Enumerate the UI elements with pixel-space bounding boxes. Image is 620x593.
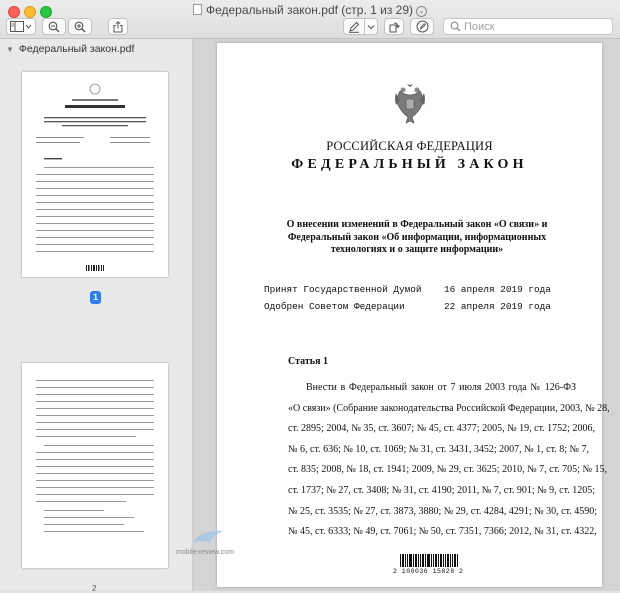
thumbnail-page-1-preview: [22, 72, 168, 277]
zoom-window-button[interactable]: [40, 6, 52, 18]
zoom-in-icon: [74, 21, 86, 33]
zoom-out-button[interactable]: [42, 18, 66, 35]
adopted-date: 16 апреля 2019 года: [444, 284, 551, 295]
close-window-button[interactable]: [8, 6, 20, 18]
search-field[interactable]: [443, 18, 613, 35]
body-line: ст. 835; 2008, № 18, ст. 1941; 2009, № 29, ст. 3625; 2010, № 7, ст. 705; № 15,: [288, 464, 608, 476]
approved-date: 22 апреля 2019 года: [444, 301, 551, 312]
body-line: Внести в Федеральный закон от 7 июля 2003 года № 126-ФЗ: [306, 382, 576, 393]
page-thumbnail-2[interactable]: [22, 363, 168, 568]
annotate-button[interactable]: [410, 18, 434, 35]
share-icon: [113, 21, 123, 33]
adopted-label: Принят Государственной Думой: [264, 284, 422, 295]
pen-icon: [348, 21, 360, 33]
chevron-down-icon: [367, 24, 375, 30]
window-title[interactable]: [0, 3, 620, 17]
zoom-out-icon: [48, 21, 60, 33]
disclosure-triangle-icon[interactable]: ▼: [6, 45, 14, 54]
title-menu-chevron-icon[interactable]: ⌄: [416, 6, 427, 17]
article-body: [288, 378, 610, 543]
watermark-logo: [176, 527, 236, 569]
approved-label: Одобрен Советом Федерации: [264, 301, 405, 312]
document-type-heading: ФЕДЕРАЛЬНЫЙ ЗАКОН: [291, 157, 528, 172]
markup-menu-button[interactable]: [364, 18, 378, 35]
barcode-number: 2 100036 15828 2: [393, 568, 464, 575]
markup-toolbar-icon: [416, 20, 429, 33]
window-titlebar: [0, 0, 620, 39]
share-button[interactable]: [108, 18, 128, 35]
rotate-icon: [388, 21, 400, 33]
body-line: № 25, ст. 3535; № 27, ст. 3873, 3880; № 29, ст. 4284, 4291; № 30, ст. 4590;: [288, 505, 598, 517]
minimize-window-button[interactable]: [24, 6, 36, 18]
page-thumbnail-1[interactable]: [22, 72, 168, 277]
document-icon: [193, 4, 202, 15]
sidebar-file-label: Федеральный закон.pdf: [18, 43, 135, 55]
document-viewer[interactable]: [193, 39, 620, 591]
article-heading: Статья 1: [288, 356, 328, 367]
barcode: [400, 551, 462, 567]
search-icon: [450, 21, 461, 32]
sidebar-icon: [10, 21, 32, 32]
body-line: № 6, ст. 636; № 10, ст. 1069; № 31, ст. 3431, 3452; 2007, № 1, ст. 8; № 7,: [288, 443, 590, 455]
markup-pen-button[interactable]: [343, 18, 365, 35]
current-page-badge: 1: [90, 291, 101, 304]
thumbnail-sidebar: [0, 39, 193, 591]
sidebar-file-header[interactable]: [6, 43, 134, 55]
body-line: № 45, ст. 6333; № 49, ст. 7061; № 50, ст. 7351, 7366; 2012, № 31, ст. 4322,: [288, 526, 597, 538]
watermark-text: mobile-review.com: [176, 549, 234, 556]
pdf-page-1: [217, 43, 610, 587]
sidebar-toggle-button[interactable]: [6, 18, 36, 35]
body-line: ст. 2895; 2004, № 35, ст. 3607; № 45, ст. 4377; 2005, № 19, ст. 1752; 2006,: [288, 423, 595, 435]
page-thumbnail-2-label: 2: [92, 584, 97, 593]
zoom-in-button[interactable]: [68, 18, 92, 35]
watermark-bird-icon: [188, 527, 228, 549]
body-line: ст. 1737; № 27, ст. 3408; № 31, ст. 4190; 2011, № 7, ст. 901; № 9, ст. 1205;: [288, 484, 595, 496]
window-title-text: Федеральный закон.pdf (стр. 1 из 29): [205, 3, 414, 17]
thumbnail-page-2-preview: [22, 363, 168, 568]
coat-of-arms-icon: [394, 83, 426, 127]
body-line: «О связи» (Собрание законодательства Российской Федерации, 2003, № 28,: [288, 402, 610, 414]
country-heading: РОССИЙСКАЯ ФЕДЕРАЦИЯ: [326, 139, 493, 153]
rotate-button[interactable]: [384, 18, 404, 35]
search-input[interactable]: [464, 20, 604, 33]
law-title: О внесении изменений в Федеральный закон «О связи» и Федеральный закон «Об информации, информационных технологиях и о защите информации»: [286, 219, 548, 255]
